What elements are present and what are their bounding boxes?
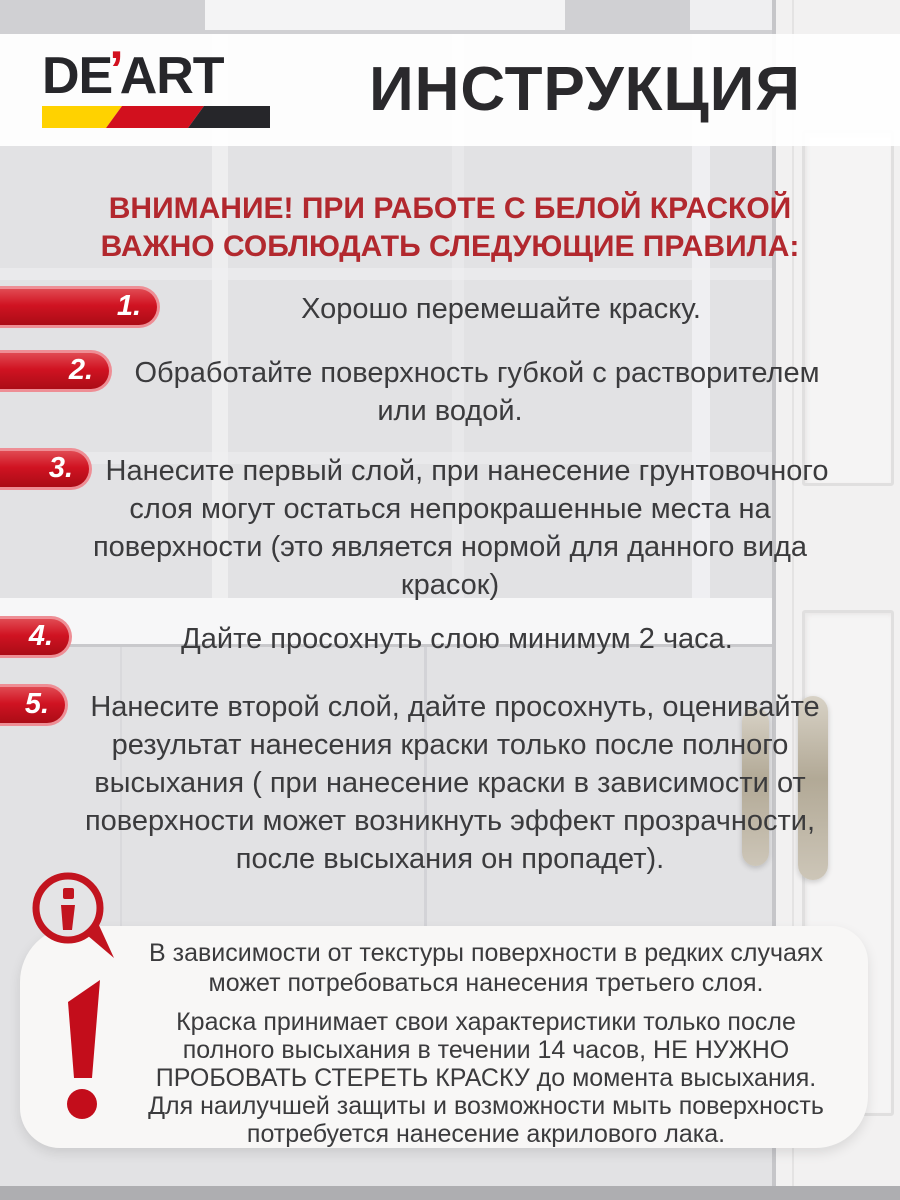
exclamation-icon xyxy=(54,976,118,1126)
step-number: 5. xyxy=(24,687,49,720)
notes-card xyxy=(20,926,868,1148)
step-number-badge xyxy=(0,448,92,490)
step-item-4 xyxy=(0,620,900,658)
floor-strip xyxy=(0,1186,900,1200)
step-number-badge xyxy=(0,616,72,658)
step-text: Нанесите первый слой, при нанесение грунтовочного слоя могут остаться непрокрашенные места на поверхности (это является нормой для данного вида красок) xyxy=(92,455,829,601)
step-item-1 xyxy=(0,290,900,328)
brand-logo-text xyxy=(42,41,270,105)
step-item-5 xyxy=(0,688,900,878)
warning-line-1: ВНИМАНИЕ! ПРИ РАБОТЕ С БЕЛОЙ КРАСКОЙ xyxy=(108,192,792,225)
note-paragraph-2: Краска принимает свои характеристики только после полного высыхания в течении 14 часов, НЕ НУЖНО ПРОБОВАТЬ СТЕРЕТЬ КРАСКУ до момента высыхания. Для наилучшей защиты и возможности мыть поверхность потребуется нанесение акрилового лака. xyxy=(148,1008,824,1148)
step-number: 4. xyxy=(28,619,53,652)
logo-apostrophe: ’ xyxy=(109,41,123,99)
step-item-2 xyxy=(0,354,900,430)
warning-line-2: ВАЖНО СОБЛЮДАТЬ СЛЕДУЮЩИЕ ПРАВИЛА: xyxy=(100,230,800,263)
logo-suffix: ART xyxy=(119,47,224,105)
window-frame-bar xyxy=(0,268,772,280)
brand-logo xyxy=(42,41,270,128)
step-text: Обработайте поверхность губкой с растворителем или водой. xyxy=(134,357,820,427)
door-top-panel xyxy=(690,0,780,30)
note-paragraph-1: В зависимости от текстуры поверхности в редких случаях может потребоваться нанесения третьего слоя. xyxy=(149,939,823,997)
logo-flag-stripe-icon xyxy=(42,106,270,128)
page-title: ИНСТРУКЦИЯ xyxy=(369,55,801,124)
notes-text xyxy=(140,938,832,1148)
step-item-3 xyxy=(0,452,900,604)
door-top-panel xyxy=(205,0,565,30)
step-text: Хорошо перемешайте краску. xyxy=(301,293,701,325)
logo-prefix: DE xyxy=(42,47,113,105)
step-number: 1. xyxy=(116,289,141,322)
step-number-badge xyxy=(0,286,160,328)
step-text: Нанесите второй слой, дайте просохнуть, оценивайте результат нанесения краски только после полного высыхания ( при нанесение краски в зависимости от поверхности может возникнуть эффект прозрачности, после высыхания он пропадет). xyxy=(84,691,820,875)
header-band xyxy=(0,34,900,146)
step-number-badge xyxy=(0,684,68,726)
warning-heading xyxy=(0,190,900,266)
info-speech-bubble-icon xyxy=(22,866,118,970)
step-number: 2. xyxy=(68,353,93,386)
step-text: Дайте просохнуть слою минимум 2 часа. xyxy=(181,623,733,655)
step-number-badge xyxy=(0,350,112,392)
step-number: 3. xyxy=(48,451,73,484)
